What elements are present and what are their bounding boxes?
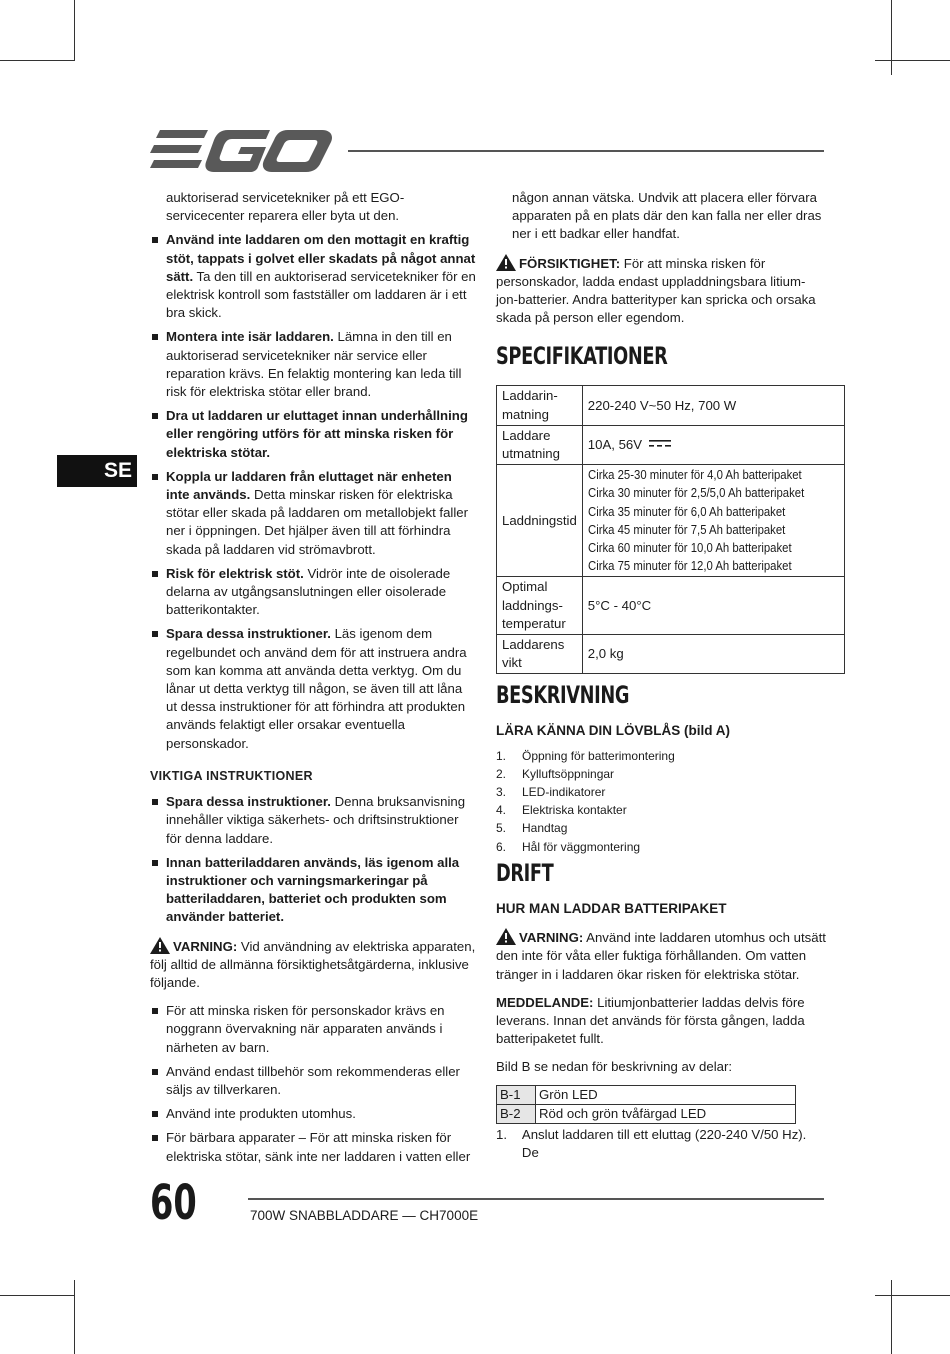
crop-mark	[891, 1280, 892, 1354]
crop-mark	[875, 60, 950, 61]
drift-subheading: HUR MAN LADDAR BATTERIPAKET	[496, 900, 727, 916]
parts-list-label: Handtag	[522, 821, 568, 836]
notice-block	[496, 994, 826, 1049]
spec-row	[497, 425, 845, 464]
bullet-item: För bärbara apparater – För att minska risken för elektriska stötar, sänk inte ner laddaren i vatten eller	[150, 1129, 476, 1165]
spec-label: Laddare utmatning	[497, 425, 583, 464]
spec-value-cell	[582, 465, 844, 577]
bullet-bold-text: Innan batteriladdaren används, läs igenom alla instruktioner och varningsmarkeringar på batteriladdaren, batteriet och produkten som använder batteriet.	[166, 854, 460, 925]
right-column	[496, 189, 826, 1162]
bullet-item	[150, 407, 476, 462]
bullet-bold-text: Montera inte isär laddaren.	[166, 329, 334, 345]
charge-time-line: Cirka 30 minuter för 2,5/5,0 Ah batteripaket	[587, 485, 805, 501]
led-key: B-2	[497, 1104, 536, 1123]
spec-label: Optimal laddnings- temperatur	[497, 577, 583, 635]
led-value: Röd och grön tvåfärgad LED	[536, 1104, 796, 1123]
parts-list-label: Kylluftsöppningar	[522, 766, 615, 781]
parts-list-item	[496, 765, 826, 783]
spec-heading: SPECIFIKATIONER	[496, 342, 668, 371]
bullet-item	[150, 468, 476, 559]
parts-list-item	[496, 783, 826, 801]
continued-text: någon annan vätska. Undvik att placera eller förvara apparaten på en plats där den kan falla ner eller dras ner i ett badkar eller handfat.	[512, 190, 822, 242]
header-rule	[348, 150, 824, 152]
step-item	[496, 1126, 826, 1162]
spec-row	[497, 465, 845, 577]
caution-block	[496, 254, 826, 328]
crop-mark	[891, 0, 892, 75]
charge-time-line: Cirka 60 minuter för 10,0 Ah batteripaket	[587, 540, 792, 556]
left-column	[150, 189, 476, 1172]
subheading: VIKTIGA INSTRUKTIONER	[150, 768, 313, 783]
bullet-bold-text: Spara dessa instruktioner.	[166, 794, 331, 810]
parts-list-item	[496, 819, 826, 837]
crop-mark	[74, 1280, 75, 1354]
warning-text: Vid användning av elektriska apparaten, följ alltid de allmänna försiktighetsåtgärderna, inklusive följande.	[150, 938, 476, 990]
warning-block	[496, 928, 826, 984]
spec-row	[497, 386, 845, 425]
led-table	[496, 1085, 796, 1124]
charge-time-line: Cirka 25-30 minuter för 4,0 Ah batteripaket	[587, 467, 802, 483]
charge-time-line: Cirka 75 minuter för 12,0 Ah batteripaket	[587, 558, 792, 574]
bullet-item: Använd inte produkten utomhus.	[150, 1105, 476, 1123]
parts-list-number: 3.	[496, 785, 507, 800]
intro-text: auktoriserad servicetekniker på ett EGO-servicecenter reparera eller byta ut den.	[166, 190, 405, 224]
bullet-text: Lämna in den till en auktoriserad servicetekniker när service eller reparation krävs. En felaktig montering kan leda till risk för elektriska stötar eller brand.	[166, 329, 462, 400]
notice-text: Litiumjonbatterier laddas delvis före leverans. Innan det används för första gången, ladda batteripaketet fullt.	[496, 994, 805, 1047]
parts-list-item	[496, 838, 826, 856]
caution-text: För att minska risken för personskador, ladda endast uppladdningsbara litium-jon-batterier. Andra batterityper kan spricka och orsaka skada på person eller egendom.	[496, 255, 816, 326]
bullet-bold-text: Koppla ur laddaren från eluttaget när enheten inte används.	[166, 468, 452, 503]
led-row	[497, 1085, 796, 1104]
warning-block	[150, 937, 476, 993]
parts-list-item	[496, 801, 826, 819]
crop-mark	[0, 1295, 75, 1296]
step-number: 1.	[496, 1126, 507, 1142]
parts-list-label: Hål för väggmontering	[522, 839, 641, 854]
description-heading: BESKRIVNING	[496, 681, 630, 710]
warning-icon	[496, 254, 516, 271]
bullet-text: Ta den till en auktoriserad servicetekniker för en elektrisk kontroll som fastställer om laddaren är i ett bra skick.	[166, 268, 476, 321]
page-number: 60	[150, 1175, 197, 1231]
bullet-bold-text: Dra ut laddaren ur eluttaget innan underhållning eller rengöring utförs för att minska risken för elektriska stötar.	[166, 408, 468, 460]
charge-time-line: Cirka 35 minuter för 6,0 Ah batteripaket	[587, 503, 786, 519]
parts-list-number: 5.	[496, 821, 507, 836]
bullet-bold-text: Använd inte laddaren om den mottagit en kraftig stöt, tappats i golvet eller skadats på något annat sätt.	[166, 232, 476, 284]
parts-list-label: Öppning för batterimontering	[522, 748, 675, 763]
led-value: Grön LED	[536, 1085, 796, 1104]
spec-value: 5°C - 40°C	[582, 577, 844, 635]
bullet-item	[150, 625, 476, 752]
drift-heading: DRIFT	[496, 858, 554, 887]
bullet-list	[150, 231, 476, 752]
bullet-item	[150, 328, 476, 401]
spec-value: 10A, 56V	[587, 436, 643, 452]
bullet-item: För att minska risken för personskador krävs en noggrann övervakning när apparaten används i närheten av barn.	[150, 1002, 476, 1057]
bullet-bold-text: Spara dessa instruktioner.	[166, 626, 331, 642]
bullet-bold-text: Risk för elektrisk stöt.	[166, 565, 304, 581]
spec-value-cell	[582, 425, 844, 464]
bullet-text: Läs igenom dem regelbundet och använd dem för att instruera andra som kan komma att använda detta verktyg. Om du lånar ut detta verktyg till någon, se även till att låna ut dessa instruktioner för att förhindra att produkten används felaktigt eller orsakar eventuella personskador.	[166, 626, 467, 751]
spec-table	[496, 385, 845, 674]
led-row	[497, 1104, 796, 1123]
crop-mark	[74, 0, 75, 60]
notice-label: MEDDELANDE:	[496, 994, 594, 1010]
bullet-item	[150, 565, 476, 620]
bullet-list	[150, 1002, 476, 1166]
parts-list-label: Elektriska kontakter	[522, 803, 627, 818]
caution-label: FÖRSIKTIGHET:	[519, 255, 621, 271]
parts-list-number: 4.	[496, 803, 507, 818]
bullet-item	[150, 854, 476, 927]
dc-symbol-icon	[649, 440, 671, 448]
footer-title: 700W SNABBLADDARE — CH7000E	[250, 1208, 479, 1223]
spec-label: Laddarens vikt	[497, 635, 583, 674]
bullet-item	[150, 793, 476, 848]
warning-label: VARNING:	[519, 930, 584, 946]
step-text: Anslut laddaren till ett eluttag (220-240 V/50 Hz). De	[521, 1126, 807, 1160]
warning-icon	[150, 937, 170, 954]
footer-rule	[248, 1198, 824, 1200]
warning-text: Använd inte laddaren utomhus och utsätt den inte för våta eller fuktiga förhållanden. Om vatten tränger in i laddaren ökar risken för elektriska stötar.	[496, 930, 826, 982]
ego-logo	[150, 130, 332, 172]
bullet-text: Vidrör inte de oisolerade delarna av utgångsanslutningen eller oisolerade batterikontakter.	[166, 565, 451, 618]
parts-list	[496, 747, 826, 856]
crop-mark	[875, 1295, 950, 1296]
spec-row	[497, 635, 845, 674]
parts-list-number: 6.	[496, 839, 507, 854]
warning-label: VARNING:	[173, 938, 238, 954]
parts-list-number: 1.	[496, 748, 507, 763]
spec-label: Laddarin- matning	[497, 386, 583, 425]
description-subheading: LÄRA KÄNNA DIN LÖVBLÅS (bild A)	[496, 723, 730, 739]
spec-value: 2,0 kg	[582, 635, 844, 674]
warning-icon	[496, 928, 516, 945]
spec-label: Laddningstid	[497, 465, 583, 577]
bullet-text: Denna bruksanvisning innehåller viktiga säkerhets- och driftsinstruktioner för denna laddare.	[166, 794, 466, 846]
bullet-list	[150, 793, 476, 926]
bullet-item: Använd endast tillbehör som rekommenderas eller säljs av tillverkaren.	[150, 1063, 476, 1099]
spec-row	[497, 577, 845, 635]
parts-list-number: 2.	[496, 766, 507, 781]
bullet-item	[150, 231, 476, 322]
parts-list-label: LED-indikatorer	[522, 785, 606, 800]
led-key: B-1	[497, 1085, 536, 1104]
parts-list-item	[496, 747, 826, 765]
crop-mark	[0, 60, 75, 61]
charge-time-line: Cirka 45 minuter för 7,5 Ah batteripaket	[587, 521, 786, 537]
bullet-text: Detta minskar risken för elektriska stötar eller skada på laddaren om metallobjekt faller ner i öppningen. Det hjälper även till att förhindra skada på laddaren vid strömavbrott.	[166, 487, 469, 557]
language-tab: SE	[57, 455, 137, 487]
figure-reference: Bild B se nedan för beskrivning av delar:	[496, 1059, 733, 1075]
spec-value: 220-240 V~50 Hz, 700 W	[582, 386, 844, 425]
